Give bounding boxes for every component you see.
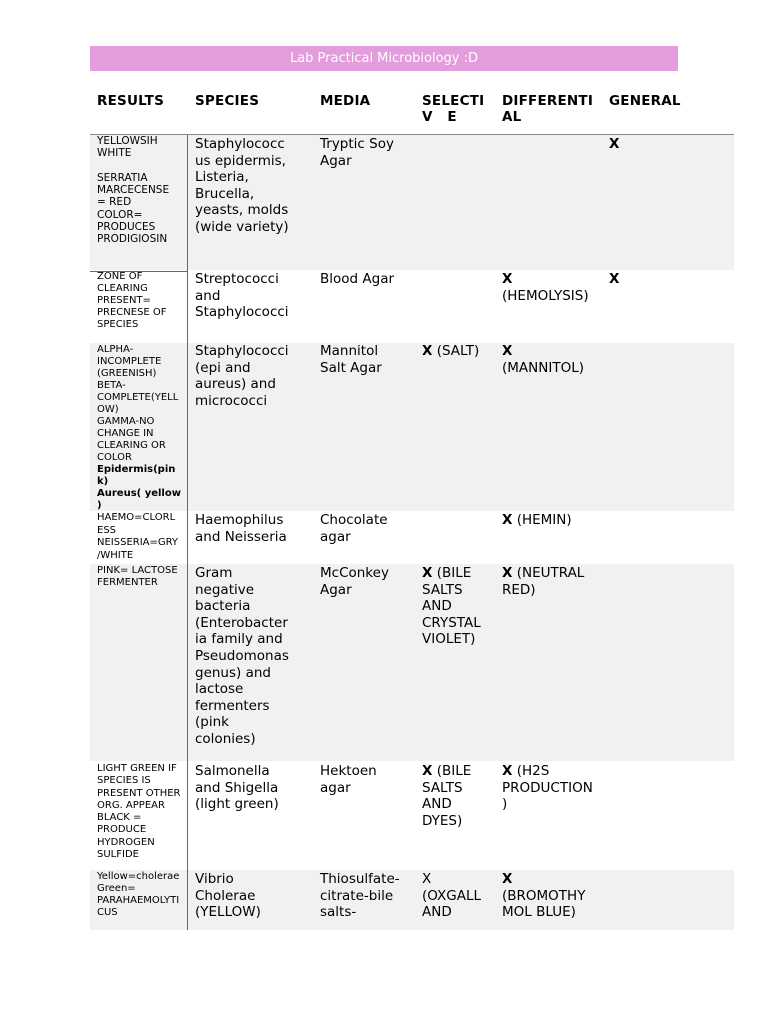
results-cell: HAEMO=CLORL ESS NEISSERIA=GRY /WHITE	[97, 512, 179, 561]
media-cell: Thiosulfate- citrate-bile salts-	[320, 871, 400, 921]
header-general: GENERAL	[609, 93, 681, 109]
column-divider	[187, 135, 188, 930]
results-cell: Yellow=cholerae Green= PARAHAEMOLYTI CUS	[97, 871, 180, 918]
differential-cell: X (HEMIN)	[502, 512, 572, 528]
header-differential-line1: DIFFERENTI	[502, 93, 594, 109]
selective-cell: X (BILE SALTS AND DYES)	[422, 763, 472, 829]
media-cell: Blood Agar	[320, 271, 395, 287]
selective-cell: X (SALT)	[422, 343, 480, 359]
results-cell: ALPHA- INCOMPLETE (GREENISH) BETA- COMPLETE(YELL OW) GAMMA-NO CHANGE IN CLEARING OR COLOR Epidermis(pin k) Aureus( yellow )	[97, 344, 181, 511]
species-cell: Staphylococci (epi and aureus) and micrococci	[195, 343, 289, 409]
selective-cell: X (OXGALL AND	[422, 871, 482, 921]
differential-cell: X (HEMOLYSIS)	[502, 271, 602, 304]
header-media: MEDIA	[320, 93, 371, 109]
differential-cell: X (NEUTRAL RED)	[502, 565, 585, 598]
results-cell: YELLOWSIH WHITE SERRATIA MARCECENSE = RED COLOR= PRODUCES PRODIGIOSIN	[97, 135, 170, 246]
media-cell: Tryptic Soy Agar	[320, 136, 394, 169]
header-species: SPECIES	[195, 93, 260, 109]
header-results: RESULTS	[97, 93, 165, 109]
selective-cell: X (BILE SALTS AND CRYSTAL VIOLET)	[422, 565, 481, 648]
header-selective-line2: V E	[422, 109, 457, 125]
results-cell: ZONE OF CLEARING PRESENT= PRECNESE OF SPECIES	[97, 271, 167, 330]
media-cell: Chocolate agar	[320, 512, 388, 545]
species-cell: Haemophilus and Neisseria	[195, 512, 287, 545]
header-selective-line1: SELECTI	[422, 93, 485, 109]
differential-cell: X (H2S PRODUCTION )	[502, 763, 593, 813]
species-cell: Staphylococc us epidermis, Listeria, Brucella, yeasts, molds (wide variety)	[195, 136, 289, 235]
media-cell: Mannitol Salt Agar	[320, 343, 382, 376]
general-mark: X	[609, 271, 620, 287]
general-mark: X	[609, 136, 620, 152]
species-cell: Vibrio Cholerae (YELLOW)	[195, 871, 261, 921]
header-selective	[422, 93, 484, 125]
page-title: Lab Practical Microbiology :D	[90, 46, 678, 71]
header-differential	[502, 93, 593, 125]
results-cell: LIGHT GREEN IF SPECIES IS PRESENT OTHER ORG. APPEAR BLACK = PRODUCE HYDROGEN SULFIDE	[97, 763, 181, 861]
header-differential-line2: AL	[502, 109, 522, 125]
species-cell: Salmonella and Shigella (light green)	[195, 763, 279, 813]
results-cell: PINK= LACTOSE FERMENTER	[97, 565, 178, 588]
species-cell: Gram negative bacteria (Enterobacter ia family and Pseudomonas genus) and lactose fermenters (pink colonies)	[195, 565, 289, 747]
differential-mark: X	[502, 271, 513, 287]
media-cell: McConkey Agar	[320, 565, 389, 598]
differential-cell: X (MANNITOL)	[502, 343, 584, 376]
media-cell: Hektoen agar	[320, 763, 377, 796]
differential-cell: X (BROMOTHY MOL BLUE)	[502, 871, 586, 921]
species-cell: Streptococci and Staphylococci	[195, 271, 289, 321]
